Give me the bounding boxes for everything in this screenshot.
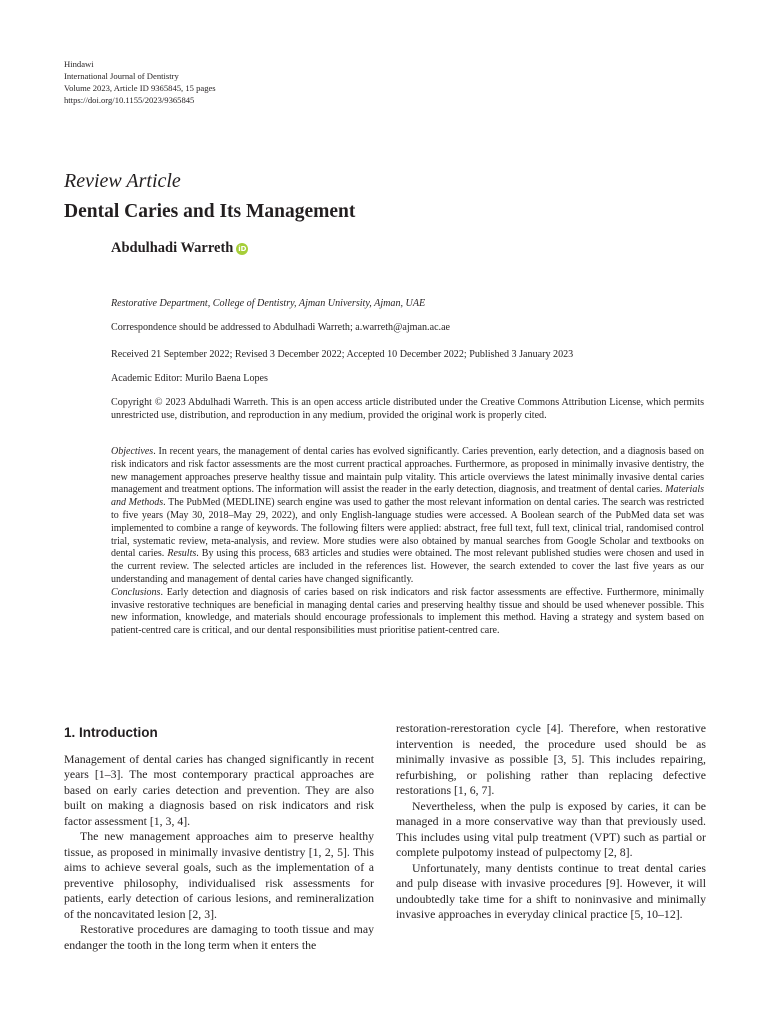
doi-link[interactable]: https://doi.org/10.1155/2023/9365845 xyxy=(64,95,195,105)
paragraph: Management of dental caries has changed significantly in recent years [1–3]. The most contemporary practical approaches are based on early caries detection and prevention. They are also built on making a diagnosis based on risk indicators and risk factor assessment [1, 3, 4]. xyxy=(64,751,374,828)
abstract xyxy=(111,446,704,638)
conclusions-text: . Early detection and diagnosis of caries based on risk indicators and risk factor assessments are effective. Furthermore, minimally invasive restorative techniques are beneficial in managing dental caries and preserving healthy tissue and should be used whenever possible. This new information, knowledge, and materials should encourage professionals to implement this method. Having a strategy and system based on patient-centred care is critical, and our dental responsibilities must prioritise patient-centred care. xyxy=(111,586,704,637)
copyright-notice: Copyright © 2023 Abdulhadi Warreth. This is an open access article distributed under the Creative Commons Attribution License, which permits unrestricted use, distribution, and reproduction in any medium, provided the original work is properly cited. xyxy=(111,397,704,422)
article-title: Dental Caries and Its Management xyxy=(64,201,356,222)
paragraph: Unfortunately, many dentists continue to treat dental caries and pulp disease with invasive procedures [9]. However, it will undoubtedly take time for a shift to noninvasive and minimally invasive approaches in everyday clinical practice [5, 10–12]. xyxy=(396,860,706,921)
paragraph: The new management approaches aim to preserve healthy tissue, as proposed in minimally invasive dentistry [1, 2, 5]. This aims to achieve several goals, such as the implementation of a preventive philosophy, individualised risk assessments for patients, early detection of carious lesions, and remineralization of the noncavitated lesion [2, 3]. xyxy=(64,829,374,921)
section-heading-introduction: 1. Introduction xyxy=(64,725,158,740)
correspondence: Correspondence should be addressed to Abdulhadi Warreth; a.warreth@ajman.ac.ae xyxy=(111,322,451,333)
methods-text: . The PubMed (MEDLINE) search engine was used to gather the most relevant information on dental caries. The search was restricted to five years (May 30, 2018–May 29, 2022), and only English-language studies were accessed. A Boolean search of the PubMed data set was implemented to combine a range of keywords. The following filters were applied: abstract, free full text, full text, clinical trial, randomised control trial, systematic review, meta-analysis, and review. More studies were also obtained by manual searches from Google Scholar and textbooks on dental caries. xyxy=(111,497,704,560)
objectives-label: Objectives xyxy=(111,446,154,457)
publisher-name: Hindawi xyxy=(64,59,94,69)
orcid-icon[interactable]: iD xyxy=(238,245,247,253)
author-line xyxy=(111,240,248,257)
methods-label: Materials and Methods xyxy=(111,484,704,509)
results-label: Results xyxy=(167,548,197,560)
publication-dates: Received 21 September 2022; Revised 3 December 2022; Accepted 10 December 2022; Published 3 January 2023 xyxy=(111,349,574,360)
results-text: . By using this process, 683 articles and studies were obtained. The most relevant published studies were chosen and used in the current review. The selected articles are included in the references list. However, the search extended to cover the last five years as our understanding and management of dental caries have changed significantly. xyxy=(111,548,704,585)
author-name[interactable]: Abdulhadi Warreth xyxy=(111,240,234,256)
paragraph: restoration-rerestoration cycle [4]. Therefore, when restorative intervention is needed, the procedure used should be as minimally invasive as possible [3, 5]. This includes repairing, refurbishing, or polishing rather than replacing defective restorations [1, 6, 7]. xyxy=(396,721,706,797)
paragraph: Nevertheless, when the pulp is exposed by caries, it can be managed in a more conservative way than that previously used. This includes using vital pulp treatment (VPT) such as partial or complete pulpotomy instead of pulpectomy [2, 8]. xyxy=(396,798,706,859)
article-type: Review Article xyxy=(64,170,181,192)
journal-header xyxy=(64,58,216,106)
journal-name: International Journal of Dentistry xyxy=(64,71,179,81)
volume-info: Volume 2023, Article ID 9365845, 15 pages xyxy=(64,83,216,93)
abstract-conclusions xyxy=(111,587,704,638)
abstract-body xyxy=(111,446,704,587)
right-column xyxy=(396,721,706,923)
conclusions-label: Conclusions xyxy=(111,586,161,598)
objectives-text: . In recent years, the management of dental caries has evolved significantly. Caries prevention, early detection, and a diagnosis based on risk indicators and risk factor assessments are the most current practical approaches. Furthermore, as proposed in minimally invasive dentistry, the new management approaches preserve healthy tissue and maintain pulp vitality. This article overviews the latest minimally invasive dental caries management and treatment options. The information will assist the reader in the early detection, diagnosis, and treatment of dental caries. xyxy=(111,446,704,496)
academic-editor: Academic Editor: Murilo Baena Lopes xyxy=(111,373,268,384)
left-column xyxy=(64,725,374,953)
affiliation: Restorative Department, College of Dentistry, Ajman University, Ajman, UAE xyxy=(111,298,426,309)
paragraph: Restorative procedures are damaging to tooth tissue and may endanger the tooth in the long term when it enters the xyxy=(64,922,374,952)
